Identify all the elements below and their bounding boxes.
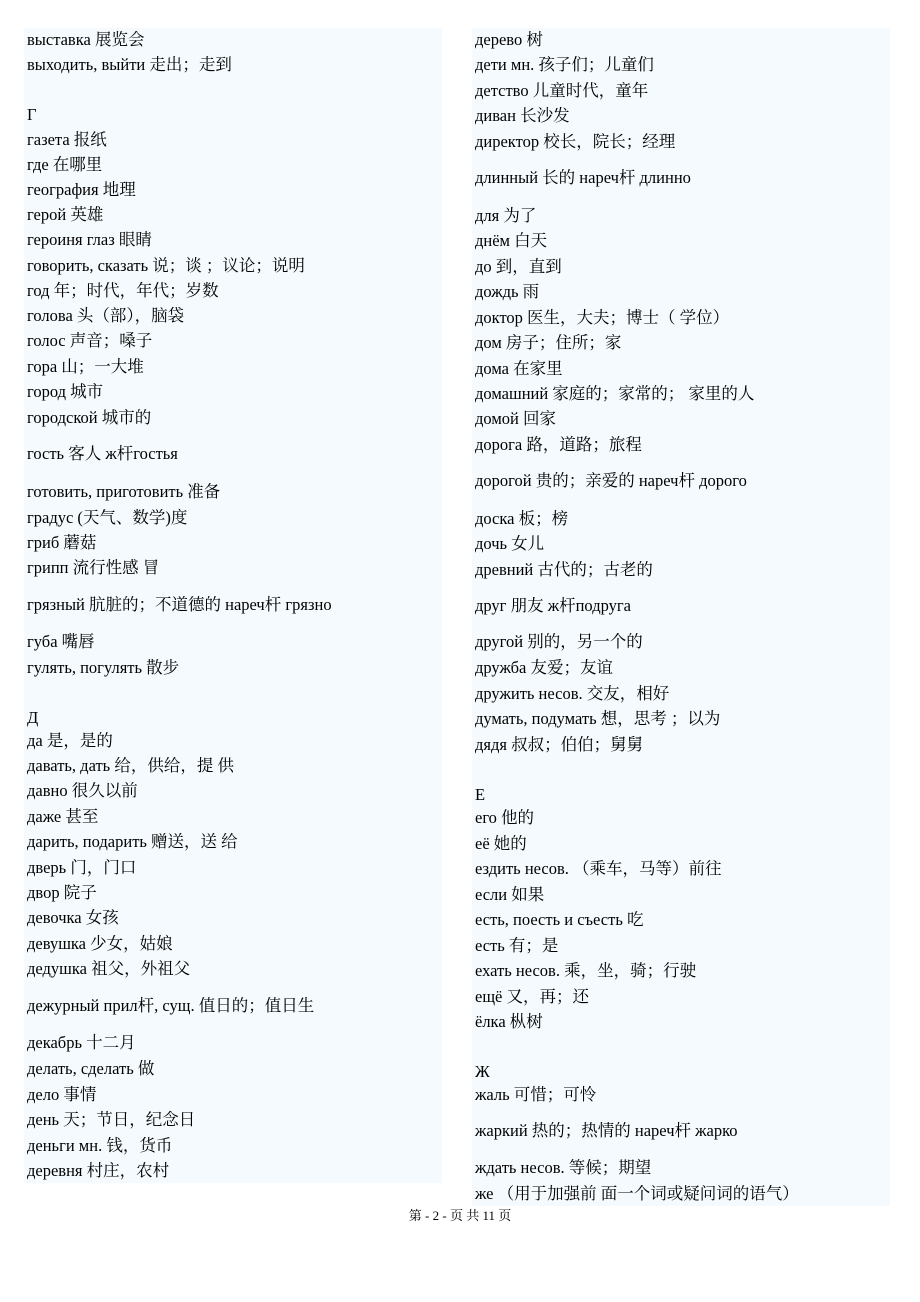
vocab-entry: ездить несов. （乘车，马等）前往 (475, 859, 722, 878)
vocab-entry: голос 声音；嗓子 (27, 331, 153, 350)
vocab-entry: дорогой 贵的；亲爱的 нареч杆 дорого (475, 471, 747, 490)
vocab-entry: губа 嘴唇 (27, 632, 95, 651)
vocab-entry: жаль 可惜；可怜 (475, 1085, 597, 1104)
vocab-entry: градус (天气、数学)度 (27, 508, 188, 527)
right-column (472, 28, 890, 1206)
vocab-entry: домашний 家庭的；家常的； 家里的人 (475, 384, 755, 403)
vocab-entry: гриб 蘑菇 (27, 533, 97, 552)
vocab-entry: город 城市 (27, 382, 104, 401)
vocab-entry: для 为了 (475, 206, 537, 225)
vocab-entry: есть 有；是 (475, 936, 559, 955)
vocab-entry: да 是，是的 (27, 731, 113, 750)
vocab-entry: другой 别的，另一个的 (475, 632, 643, 651)
vocab-entry: древний 古代的；古老的 (475, 560, 653, 579)
vocab-entry: девушка 少女，姑娘 (27, 934, 173, 953)
vocab-entry: думать, подумать 想，思考 ；以为 (475, 709, 721, 728)
vocab-entry: грипп 流行性感 冒 (27, 558, 160, 577)
vocab-entry: готовить, приготовить 准备 (27, 482, 221, 501)
vocab-entry: дети мн. 孩子们；儿童们 (475, 55, 654, 74)
vocab-entry: если 如果 (475, 885, 545, 904)
vocab-entry: даже 甚至 (27, 807, 99, 826)
vocab-entry: директор 校长，院长；经理 (475, 132, 676, 151)
vocab-entry: дарить, подарить 赠送，送 给 (27, 832, 238, 851)
vocab-entry: городской 城市的 (27, 408, 152, 427)
vocab-entry: девочка 女孩 (27, 908, 119, 927)
section-letter: Д (27, 708, 39, 727)
vocab-entry: ёлка 枞树 (475, 1012, 543, 1031)
vocab-entry: выходить, выйти 走出；走到 (27, 55, 232, 74)
vocab-entry: доска 板；榜 (475, 509, 569, 528)
vocab-entry: дедушка 祖父，外祖父 (27, 959, 191, 978)
vocab-entry: жаркий 热的；热情的 нареч杆 жарко (475, 1121, 738, 1140)
vocab-entry: есть, поесть и съесть 吃 (475, 910, 644, 929)
vocab-entry: друг 朋友 ж杆подруга (475, 596, 631, 615)
vocab-entry: его 他的 (475, 808, 535, 827)
vocab-entry: её 她的 (475, 834, 527, 853)
vocab-entry: ехать несов. 乘，坐，骑；行驶 (475, 961, 697, 980)
vocab-entry: выставка 展览会 (27, 30, 145, 49)
vocab-entry: дом 房子；住所；家 (475, 333, 622, 352)
vocab-entry: дядя 叔叔；伯伯；舅舅 (475, 735, 644, 754)
vocab-entry: героиня глаз 眼睛 (27, 230, 152, 249)
vocab-entry: давно 很久以前 (27, 781, 138, 800)
left-column (24, 28, 442, 1183)
vocab-entry: год 年；时代，年代；岁数 (27, 281, 219, 300)
vocab-entry: где 在哪里 (27, 155, 103, 174)
vocab-entry: деньги мн. 钱，货币 (27, 1136, 173, 1155)
vocab-entry: голова 头（部），脑袋 (27, 306, 185, 325)
vocab-entry: дождь 雨 (475, 282, 540, 301)
vocab-entry: география 地理 (27, 180, 136, 199)
section-letter: Е (475, 785, 486, 804)
vocab-entry: деревня 村庄，农村 (27, 1161, 170, 1180)
vocab-entry: делать, сделать 做 (27, 1059, 155, 1078)
vocab-entry: грязный 肮脏的；不道德的 нареч杆 грязно (27, 595, 332, 614)
vocab-entry: гулять, погулять 散步 (27, 658, 180, 677)
vocab-entry: днём 白天 (475, 231, 548, 250)
vocab-entry: доктор 医生，大夫；博士（ 学位） (475, 308, 730, 327)
vocab-entry: дружить несов. 交友，相好 (475, 684, 670, 703)
vocab-entry: дежурный прил杆, сущ. 值日的；值日生 (27, 996, 315, 1015)
vocab-entry: ещё 又，再；还 (475, 987, 589, 1006)
vocab-entry: дружба 友爱；友谊 (475, 658, 613, 677)
page-footer: 第 - 2 - 页 共 11 页 (408, 1208, 512, 1223)
vocab-entry: дорога 路，道路；旅程 (475, 435, 642, 454)
vocab-entry: двор 院子 (27, 883, 97, 902)
vocab-entry: говорить, сказать 说；谈 ；议论；说明 (27, 256, 305, 275)
vocab-entry: дочь 女儿 (475, 534, 545, 553)
section-letter: Ж (475, 1062, 490, 1081)
vocab-entry: до 到，直到 (475, 257, 562, 276)
vocab-entry: газета 报纸 (27, 130, 107, 149)
vocab-entry: гора 山；一大堆 (27, 357, 144, 376)
vocab-entry: дома 在家里 (475, 359, 563, 378)
vocab-entry: же （用于加强前 面一个词或疑问词的语气） (475, 1184, 799, 1203)
vocab-entry: домой 回家 (475, 409, 556, 428)
vocab-entry: ждать несов. 等候；期望 (475, 1158, 652, 1177)
section-letter: Г (27, 105, 37, 124)
vocab-entry: детство 儿童时代，童年 (475, 81, 649, 100)
vocab-entry: герой 英雄 (27, 205, 104, 224)
vocab-entry: давать, дать 给，供给，提 供 (27, 756, 234, 775)
vocab-entry: дело 事情 (27, 1085, 97, 1104)
vocab-entry: день 天；节日，纪念日 (27, 1110, 196, 1129)
vocab-entry: длинный 长的 нареч杆 длинно (475, 168, 691, 187)
vocab-entry: дверь 门，门口 (27, 858, 137, 877)
vocab-entry: гость 客人 ж杆гостья (27, 444, 178, 463)
vocab-entry: декабрь 十二月 (27, 1033, 136, 1052)
vocab-entry: дерево 树 (475, 30, 543, 49)
vocab-entry: диван 长沙发 (475, 106, 570, 125)
